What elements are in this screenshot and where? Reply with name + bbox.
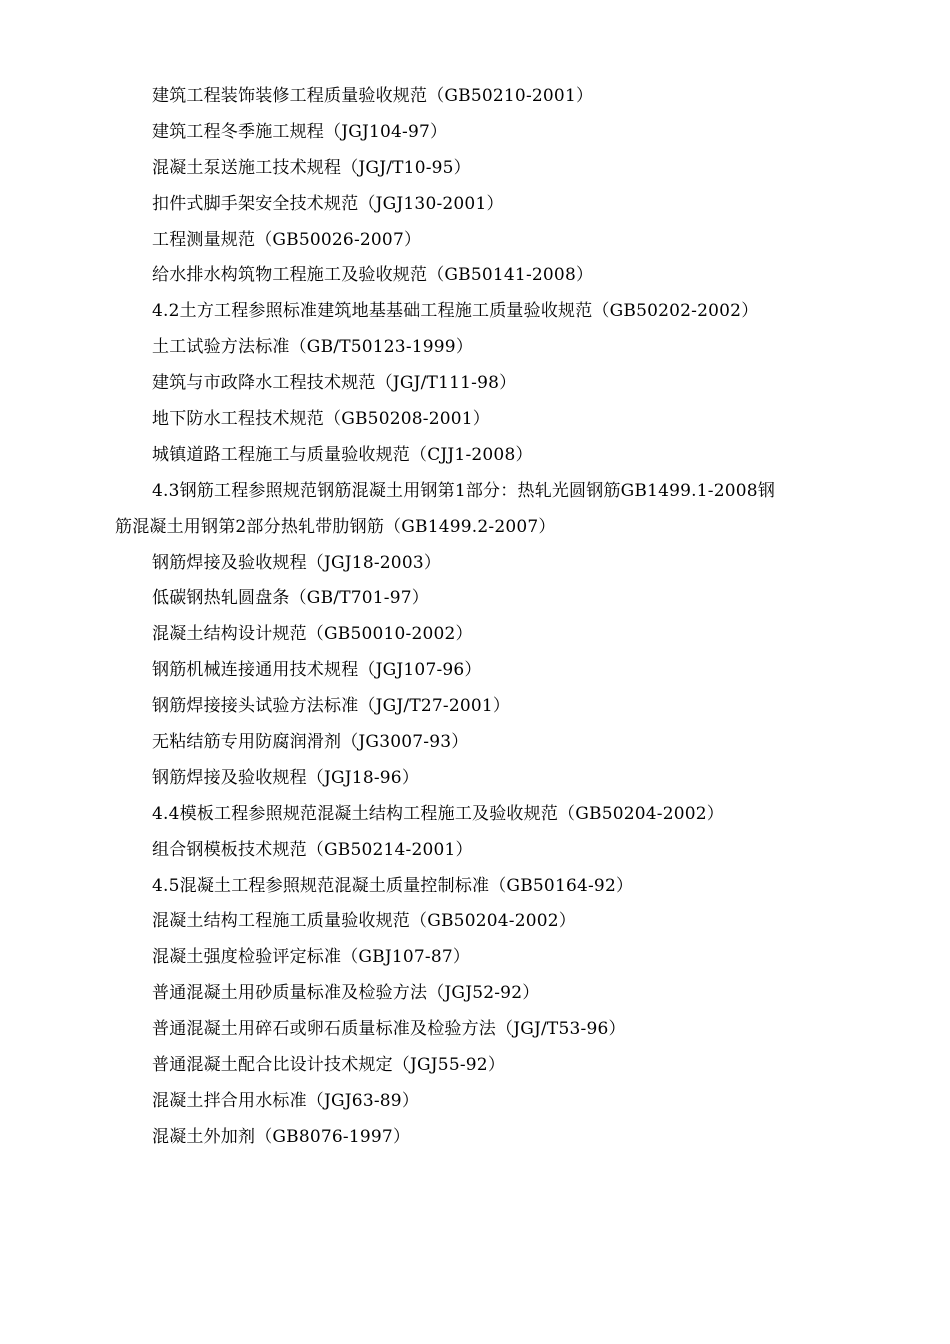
text-line: 4.4模板工程参照规范混凝土结构工程施工及验收规范（GB50204-2002） (152, 803, 724, 824)
text-line: 钢筋焊接及验收规程（JGJ18-2003） (152, 552, 442, 573)
text-line: 地下防水工程技术规范（GB50208-2001） (152, 409, 490, 430)
text-line: 混凝土泵送施工技术规程（JGJ/T10-95） (152, 157, 471, 178)
text-line: 建筑工程装饰装修工程质量验收规范（GB50210-2001） (152, 86, 594, 106)
text-line: 4.5混凝土工程参照规范混凝土质量控制标准（GB50164-92） (152, 875, 634, 896)
text-line: 混凝土结构工程施工质量验收规范（GB50204-2002） (152, 911, 576, 932)
text-line: 给水排水构筑物工程施工及验收规范（GB50141-2008） (152, 265, 594, 286)
standards-list (115, 79, 855, 1156)
text-line: 4.2土方工程参照标准建筑地基基础工程施工质量验收规范（GB50202-2002） (152, 301, 759, 322)
text-line: 建筑工程冬季施工规程（JGJ104-97） (152, 121, 448, 142)
text-line: 钢筋机械连接通用技术规程（JGJ107-96） (152, 660, 482, 681)
text-line: 钢筋焊接接头试验方法标准（JGJ/T27-2001） (152, 696, 511, 717)
text-line: 普通混凝土用碎石或卵石质量标准及检验方法（JGJ/T53-96） (152, 1019, 626, 1040)
text-line: 混凝土拌合用水标准（JGJ63-89） (152, 1090, 420, 1111)
text-line: 筋混凝土用钢第2部分热轧带肋钢筋（GB1499.2-2007） (115, 516, 556, 537)
text-line: 普通混凝土用砂质量标准及检验方法（JGJ52-92） (152, 983, 540, 1004)
text-line: 无粘结筋专用防腐润滑剂（JG3007-93） (152, 732, 469, 753)
text-line: 4.3钢筋工程参照规范钢筋混凝土用钢第1部分：热轧光圆钢筋GB1499.1-2008钢 (152, 480, 776, 501)
text-line: 建筑与市政降水工程技术规范（JGJ/T111-98） (152, 373, 517, 394)
text-line: 混凝土强度检验评定标准（GBJ107-87） (152, 947, 471, 968)
text-line: 扣件式脚手架安全技术规范（JGJ130-2001） (152, 193, 504, 214)
text-line: 混凝土外加剂（GB8076-1997） (152, 1126, 411, 1147)
text-line: 组合钢模板技术规范（GB50214-2001） (152, 839, 473, 860)
text-line: 低碳钢热轧圆盘条（GB/T701-97） (152, 588, 429, 609)
text-line: 钢筋焊接及验收规程（JGJ18-96） (152, 767, 420, 788)
text-line: 普通混凝土配合比设计技术规定（JGJ55-92） (152, 1055, 506, 1076)
text-line: 城镇道路工程施工与质量验收规范（CJJ1-2008） (152, 444, 533, 465)
text-line: 土工试验方法标准（GB/T50123-1999） (152, 337, 474, 358)
text-line: 混凝土结构设计规范（GB50010-2002） (152, 624, 473, 645)
text-line: 工程测量规范（GB50026-2007） (152, 229, 422, 250)
